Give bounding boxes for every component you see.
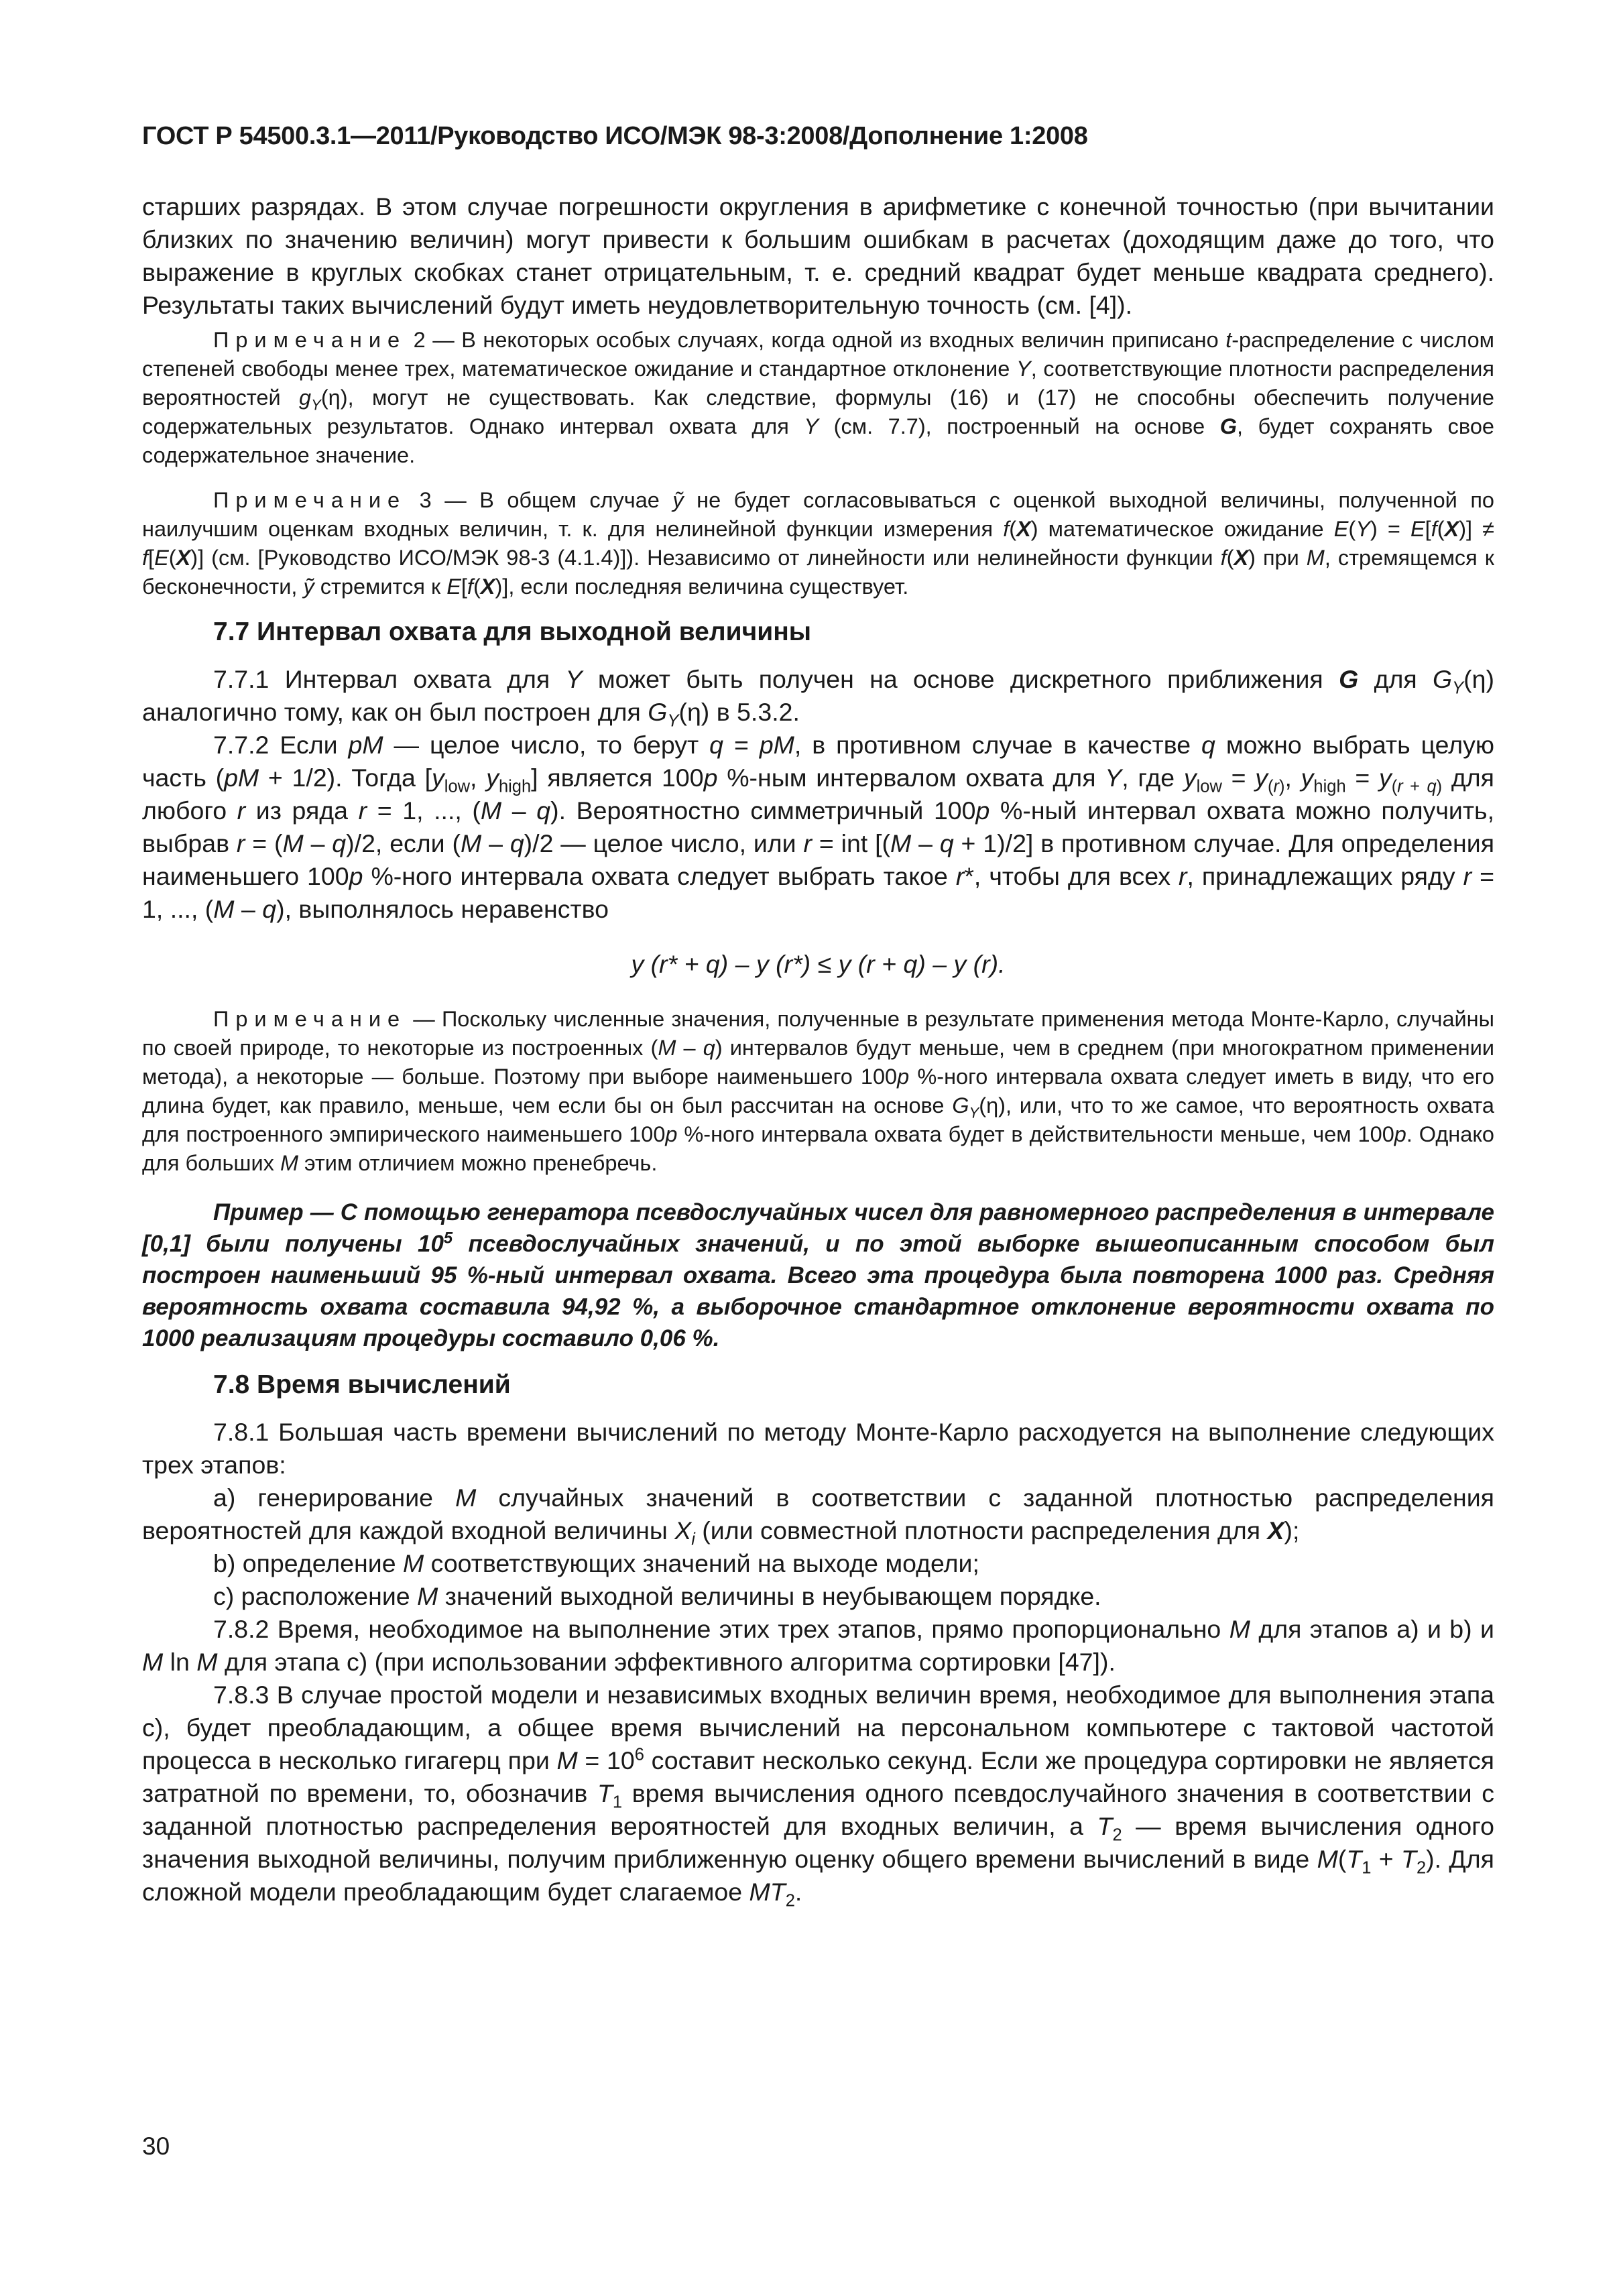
note-label: Примечание	[213, 328, 407, 352]
paragraph-7-8-1: 7.8.1 Большая часть времени вычислений по методу Монте-Карло расходуется на выполнение следующих трех этапов:	[142, 1418, 1494, 1479]
paragraph-intro: старших разрядах. В этом случае погрешности округления в арифметике с конечной точностью (при вычитании близких по значению величин) могут привести к большим ошибкам в расчетах (доходящим даже до того, что выражение в круглых скобках станет отрицательным, т. е. средний квадрат будет меньше квадрата среднего). Результаты таких вычислений будут иметь неудовлетворительную точность (см. [4]).	[142, 192, 1494, 319]
document-header: ГОСТ Р 54500.3.1—2011/Руководство ИСО/МЭК 98-3:2008/Дополнение 1:2008	[142, 122, 1088, 150]
document-page	[142, 121, 1494, 1909]
paragraph-7-7-2: 7.7.2 Если pM — целое число, то берут q = pM, в противном случае в качестве q можно выбрать целую часть (pM + 1/2). Тогда [$y_{low}$, $y_{high}$] является 100p %-ным интервалом охвата для Y, где $y_{low} = y_{(r)}$, $y_{high} = y_{(r + q)}$ для любого r из ряда r = 1, ..., (M – q). Вероятностно симметричный 100p %-ный интервал охвата можно получить, выбрав r = (M – q)/2, если (M – q)/2 — целое число, или r = int [(M – q + 1)/2] в противном случае. Для определения наименьшего 100p %-ного интервала охвата следует выбрать такое r*, чтобы для всех r, принадлежащих ряду r = 1, ..., (M – q), выполнялось неравенство	[142, 731, 1495, 923]
paragraph-7-8-2: 7.8.2 Время, необходимое на выполнение этих трех этапов, прямо пропорционально M для этапов a) и b) и M ln M для этапа c) (при использовании эффективного алгоритма сортировки [47]).	[142, 1615, 1494, 1676]
paragraph-7-8-1-a: a) генерирование M случайных значений в соответствии с заданной плотностью распределения вероятностей для каждой входной величины $X_i$ (или совместной плотности распределения для X);	[142, 1484, 1494, 1549]
note-3: Примечание 3 — В общем случае ỹ не будет согласовываться с оценкой выходной величины, полученной по наилучшим оценкам входных величин, т. к. для нелинейной функции измерения f(X) математическое ожидание E(Y) = E[f(X)] ≠ f[E(X)] (см. [Руководство ИСО/МЭК 98-3 (4.1.4)]). Независимо от линейности или нелинейности функции f(X) при M, стремящемся к бесконечности, ỹ стремится к E[f(X)], если последняя величина существует.	[142, 488, 1494, 599]
paragraph-7-8-3: 7.8.3 В случае простой модели и независимых входных величин время, необходимое для выполнения этапа c), будет преобладающим, а общее время вычислений на персональном компьютере с тактовой частотой процесса в несколько гигагерц при $M = 10^6$ составит несколько секунд. Если же процедура сортировки не является затратной по времени, то, обозначив $T_1$ время вычисления одного псевдослучайного значения в соответствии с заданной плотностью распределения вероятностей для входных величин, а $T_2$ — время вычисления одного значения выходной величины, получим приближенную оценку общего времени вычислений в виде $M(T_1 + T_2)$. Для сложной модели преобладающим будет слагаемое $MT_2$.	[142, 1681, 1494, 1911]
paragraph-7-8-1-b: b) определение M соответствующих значений на выходе модели;	[213, 1549, 979, 1577]
example-block: Пример — С помощью генератора псевдослучайных чисел для равномерного распределения в интервале [0,1] были получены $10^5$ псевдослучайных значений, и по этой выборке вышеописанным способом был построен наименьший 95 %-ный интервал охвата. Всего эта процедура была повторена 1000 раз. Средняя вероятность охвата составила 94,92 %, а выборочное стандартное отклонение вероятности охвата по 1000 реализациям процедуры составило 0,06 %.	[142, 1199, 1494, 1351]
note-monte-carlo: Примечание — Поскольку численные значения, полученные в результате применения метода Монте-Карло, случайны по своей природе, то некоторые из построенных (M – q) интервалов будут меньше, чем в среднем (при многократном применении метода), а некоторые — больше. Поэтому при выборе наименьшего 100p %-ного интервала охвата следует иметь в виду, что его длина будет, как правило, меньше, чем если бы он был рассчитан на основе $G_Y(\eta)$, или, что то же самое, что вероятность охвата для построенного эмпирического наименьшего 100p %-ного интервала охвата будет в действительности меньше, чем 100p. Однако для больших M этим отличием можно пренебречь.	[142, 1007, 1495, 1175]
section-title-7-7: 7.7 Интервал охвата для выходной величины	[213, 617, 812, 646]
paragraph-7-7-1: 7.7.1 Интервал охвата для Y может быть получен на основе дискретного приближения G для $G_Y(\eta)$ аналогично тому, как он был построен для $G_Y(\eta)$ в 5.3.2.	[142, 665, 1495, 731]
formula-inequality: y (r* + q) – y (r*) ≤ y (r + q) – y (r).	[631, 950, 1006, 978]
note-label: Примечание	[213, 488, 407, 512]
note-2: Примечание 2 — В некоторых особых случаях, когда одной из входных величин приписано t-распределение с числом степеней свободы менее трех, математическое ожидание и стандартное отклонение Y, соответствующие плотности распределения вероятностей $g_Y(\eta)$, могут не существовать. Как следствие, формулы (16) и (17) не способны обеспечить получение содержательных результатов. Однако интервал охвата для Y (см. 7.7), построенный на основе G, будет сохранять свое содержательное значение.	[142, 328, 1494, 467]
paragraph-7-8-1-c: c) расположение M значений выходной величины в неубывающем порядке.	[213, 1582, 1101, 1610]
page-number: 30	[142, 2132, 170, 2160]
note-label: Примечание	[213, 1007, 407, 1031]
section-title-7-8: 7.8 Время вычислений	[213, 1370, 511, 1399]
